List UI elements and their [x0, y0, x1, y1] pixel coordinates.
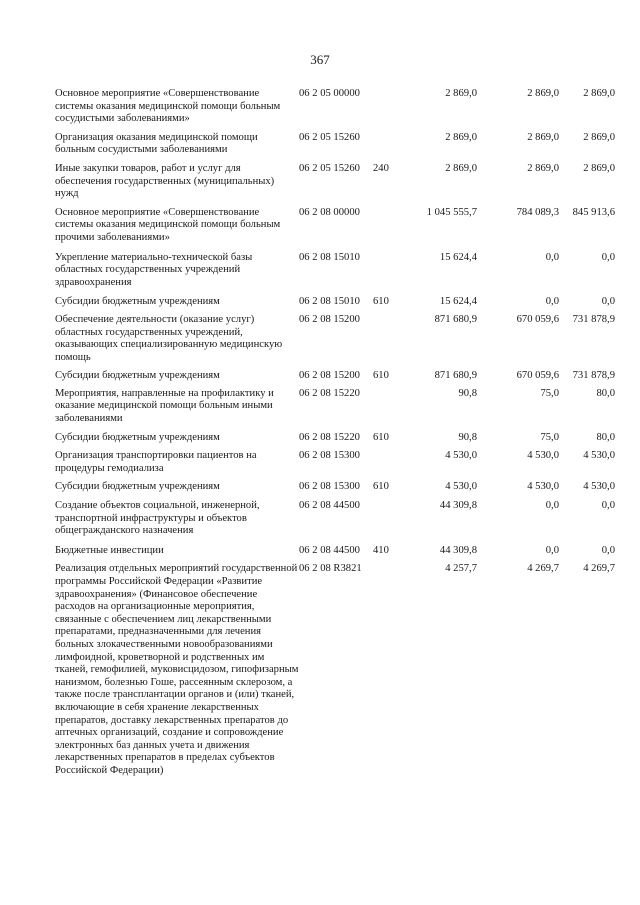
row-name: Субсидии бюджетным учреждениям — [55, 481, 220, 493]
row-name: Мероприятия, направленные на профилактику и оказание медицинской помощи больным иными заболеваниями — [55, 387, 274, 425]
row-value-2: 4 269,7 — [527, 563, 559, 575]
row-value-1: 2 869,0 — [445, 88, 477, 99]
row-expense-type — [373, 207, 395, 252]
row-value-1: 4 530,0 — [445, 450, 477, 462]
row-code: 06 2 08 15010 — [299, 296, 360, 308]
row-code: 06 2 08 15200 — [299, 370, 360, 382]
row-value-3: 0,0 — [601, 251, 615, 263]
row-name: Организация оказания медицинской помощи больным сосудистыми заболеваниями — [55, 131, 258, 156]
table-row — [55, 450, 615, 481]
table-row — [55, 163, 615, 207]
row-value-1: 15 624,4 — [439, 296, 477, 308]
row-value-2: 0,0 — [545, 500, 559, 512]
row-code: 06 2 08 44500 — [299, 544, 360, 556]
row-expense-type — [373, 132, 395, 163]
row-name: Основное мероприятие «Совершенствование системы оказания медицинской помощи больным прочими заболеваниями» — [55, 206, 281, 243]
row-name: Основное мероприятие «Совершенствование системы оказания медицинской помощи больным сосудистыми заболеваниями» — [55, 88, 281, 125]
row-value-1: 871 680,9 — [434, 313, 477, 325]
row-expense-type — [373, 450, 395, 481]
row-code: 06 2 05 15260 — [299, 131, 360, 143]
row-value-3: 845 913,6 — [572, 206, 615, 218]
table-row — [55, 296, 615, 314]
row-name: Обеспечение деятельности (оказание услуг) областных государственных учреждений, оказывающих специализированную медицинскую помощь — [55, 313, 283, 363]
row-value-2: 670 059,6 — [516, 313, 559, 325]
row-value-2: 2 869,0 — [527, 131, 559, 143]
page-number: 367 — [310, 52, 330, 67]
row-value-3: 2 869,0 — [583, 88, 615, 99]
row-name: Субсидии бюджетным учреждениям — [55, 370, 220, 382]
row-name: Иные закупки товаров, работ и услуг для обеспечения государственных (муниципальных) нужд — [55, 162, 275, 200]
table-row — [55, 545, 615, 564]
row-value-3: 731 878,9 — [572, 370, 615, 382]
row-expense-type: 610 — [373, 370, 389, 382]
row-value-1: 2 869,0 — [445, 162, 477, 174]
row-code: 06 2 08 15010 — [299, 251, 360, 263]
row-code: 06 2 08 15220 — [299, 387, 360, 399]
row-expense-type — [373, 88, 395, 132]
row-expense-type — [373, 314, 395, 370]
row-value-3: 2 869,0 — [583, 162, 615, 174]
row-value-2: 0,0 — [545, 251, 559, 263]
row-name: Субсидии бюджетным учреждениям — [55, 431, 220, 443]
row-value-2: 2 869,0 — [527, 88, 559, 99]
row-code: 06 2 05 00000 — [299, 88, 360, 99]
budget-table-body — [55, 88, 615, 778]
row-name: Субсидии бюджетным учреждениям — [55, 296, 220, 308]
row-code: 06 2 08 15300 — [299, 450, 360, 462]
row-value-1: 15 624,4 — [439, 251, 477, 263]
row-code: 06 2 08 44500 — [299, 500, 360, 512]
row-value-3: 0,0 — [601, 544, 615, 556]
row-value-3: 2 869,0 — [583, 131, 615, 143]
row-value-2: 75,0 — [540, 431, 559, 443]
row-value-1: 44 309,8 — [439, 500, 477, 512]
row-name: Создание объектов социальной, инженерной, транспортной инфраструктуры и объектов общегражданского назначения — [55, 500, 260, 537]
row-value-1: 90,8 — [458, 431, 477, 443]
row-expense-type — [373, 388, 395, 432]
row-value-2: 0,0 — [545, 296, 559, 308]
table-row — [55, 388, 615, 432]
row-value-2: 4 530,0 — [527, 481, 559, 493]
row-expense-type — [373, 252, 395, 297]
row-value-3: 0,0 — [601, 500, 615, 512]
row-expense-type: 610 — [373, 481, 389, 493]
row-code: 06 2 08 15220 — [299, 431, 360, 443]
row-expense-type — [373, 563, 395, 777]
row-expense-type: 610 — [373, 296, 389, 308]
row-expense-type: 410 — [373, 544, 389, 556]
row-name: Бюджетные инвестиции — [55, 544, 164, 556]
row-name: Укрепление материально-технической базы областных государственных учреждений здравоохранения — [55, 251, 253, 288]
row-value-2: 784 089,3 — [516, 206, 559, 218]
row-expense-type — [373, 500, 395, 545]
table-row — [55, 314, 615, 370]
row-value-3: 80,0 — [596, 387, 615, 399]
row-value-3: 80,0 — [596, 431, 615, 443]
table-row — [55, 370, 615, 388]
row-value-1: 2 869,0 — [445, 131, 477, 143]
row-value-1: 44 309,8 — [439, 544, 477, 556]
row-code: 06 2 08 00000 — [299, 206, 360, 218]
table-row — [55, 500, 615, 545]
row-value-3: 4 530,0 — [583, 481, 615, 493]
row-value-1: 4 257,7 — [445, 563, 477, 575]
table-row — [55, 432, 615, 451]
row-value-1: 1 045 555,7 — [426, 206, 477, 218]
table-row — [55, 563, 615, 777]
row-code: 06 2 08 15200 — [299, 313, 360, 325]
row-value-3: 0,0 — [601, 296, 615, 308]
row-name: Реализация отдельных мероприятий государственной программы Российской Федерации «Развитие здравоохранения» (Финансовое обеспечение расходов на организационные мероприятия, связанные с обеспечением лиц лекарственными препаратами, предназначенными для лечения больных злокачественными новообразованиями лимфоидной, кроветворной и родственных им тканей, гемофилией, муковисцидозом, гипофизарным нанизмом, болезнью Гоше, рассеянным склерозом, а также после трансплантации органов и (или) тканей, включающие в себя хранение лекарственных препаратов, доставку лекарственных препаратов до аптечных организаций, создание и сопровождение электронных баз данных учета и движения лекарственных препаратов в пределах субъектов Российской Федерации) — [55, 563, 299, 776]
table-row — [55, 207, 615, 252]
row-value-3: 731 878,9 — [572, 313, 615, 325]
row-value-3: 4 269,7 — [583, 563, 615, 575]
row-code: 06 2 08 R3821 — [299, 563, 362, 575]
budget-table — [55, 88, 615, 778]
row-expense-type: 610 — [373, 431, 389, 443]
row-value-1: 4 530,0 — [445, 481, 477, 493]
table-row — [55, 132, 615, 163]
row-code: 06 2 05 15260 — [299, 162, 360, 174]
row-value-3: 4 530,0 — [583, 450, 615, 462]
row-name: Организация транспортировки пациентов на процедуры гемодиализа — [55, 450, 257, 474]
table-row — [55, 481, 615, 500]
row-value-2: 2 869,0 — [527, 162, 559, 174]
row-value-2: 0,0 — [545, 544, 559, 556]
table-row — [55, 252, 615, 297]
row-expense-type: 240 — [373, 162, 389, 174]
row-value-1: 90,8 — [458, 387, 477, 399]
row-value-2: 75,0 — [540, 387, 559, 399]
table-row — [55, 88, 615, 132]
row-code: 06 2 08 15300 — [299, 481, 360, 493]
row-value-2: 4 530,0 — [527, 450, 559, 462]
row-value-1: 871 680,9 — [434, 370, 477, 382]
row-value-2: 670 059,6 — [516, 370, 559, 382]
